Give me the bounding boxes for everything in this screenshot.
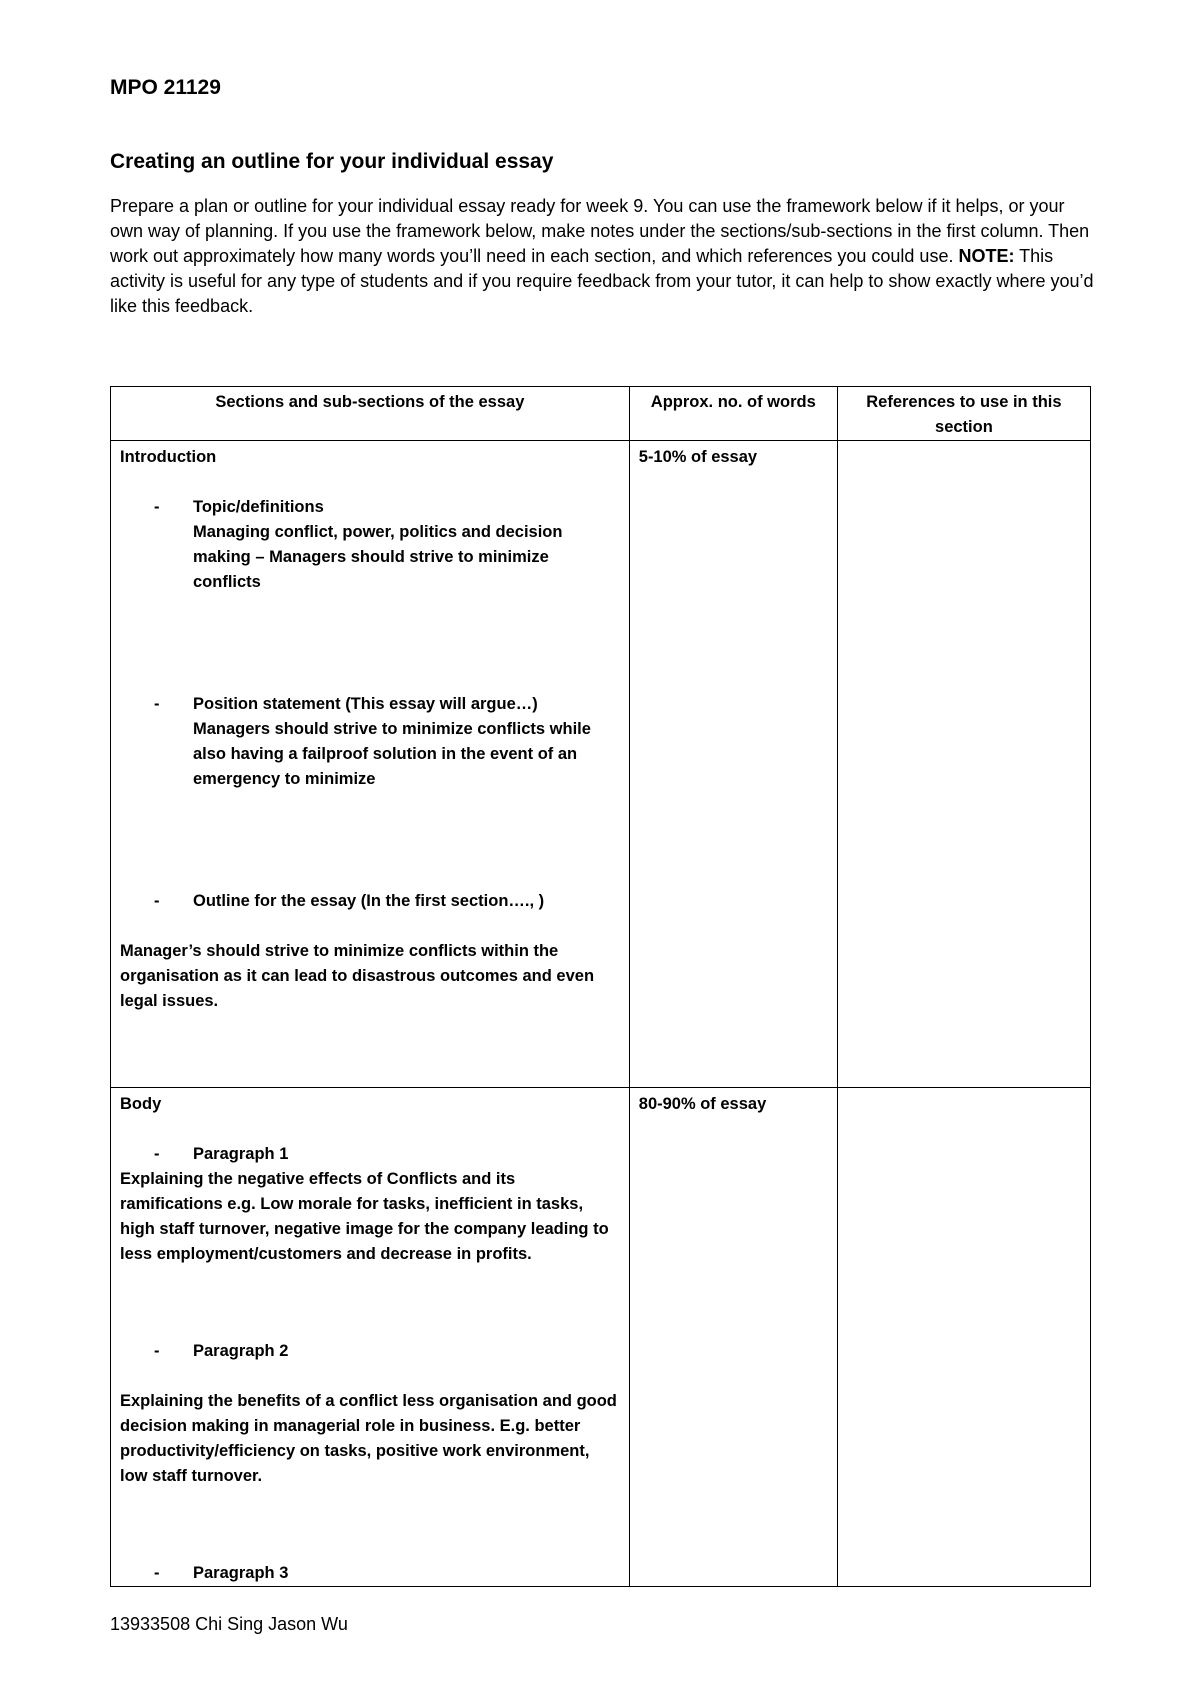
paragraph-2-label: Paragraph 2 (193, 1342, 289, 1360)
paragraph-2-item (120, 1339, 620, 1364)
dash-bullet: - (154, 892, 160, 910)
outline-label: Outline for the essay (In the first section…., ) (193, 892, 545, 910)
outline-item (120, 889, 620, 914)
dash-bullet: - (154, 695, 160, 713)
introduction-references (837, 441, 1090, 1088)
instructions-text: Prepare a plan or outline for your individual essay ready for week 9. You can use the framework below if it helps, or your own way of planning. If you use the framework below, make notes under the sections/sub-sections in the first column. Then work out approximately how many words you’ll need in each section, and which references you could use. (110, 196, 1090, 266)
position-label: Position statement (This essay will argue…) (193, 695, 538, 713)
essay-outline-table (110, 386, 1091, 1587)
paragraph-2-text: Explaining the benefits of a conflict less organisation and good decision making in managerial role in business. E.g. better productivity/efficiency on tasks, positive work environment, low staff turnover. (120, 1392, 617, 1485)
dash-bullet: - (154, 1342, 160, 1360)
table-header-row (111, 387, 1091, 441)
header-words: Approx. no. of words (629, 387, 837, 441)
position-text: Managers should strive to minimize conflicts while also having a failproof solution in the event of an emergency to minimize (193, 720, 591, 788)
dash-bullet: - (154, 1564, 160, 1582)
table-row-body (111, 1088, 1091, 1587)
instructions-text-after-note: This activity is useful for any type of students and if you require feedback from your tutor, it can help to show exactly where you’d like this feedback. (110, 246, 1094, 316)
note-label: NOTE: (958, 246, 1015, 266)
header-sections: Sections and sub-sections of the essay (111, 387, 630, 441)
outline-text: Manager’s should strive to minimize conflicts within the organisation as it can lead to disastrous outcomes and even legal issues. (120, 942, 595, 1010)
paragraph-1-label: Paragraph 1 (193, 1145, 289, 1163)
instructions-paragraph (110, 194, 1100, 319)
paragraph-3-label: Paragraph 3 (193, 1564, 289, 1582)
topic-item (120, 495, 620, 595)
body-references (837, 1088, 1090, 1587)
body-words: 80-90% of essay (629, 1088, 837, 1587)
paragraph-1-item (120, 1142, 620, 1167)
student-footer: 13933508 Chi Sing Jason Wu (110, 1614, 348, 1634)
introduction-cell (111, 441, 630, 1088)
table-row-introduction (111, 441, 1091, 1088)
dash-bullet: - (154, 498, 160, 516)
paragraph-1-text: Explaining the negative effects of Conflicts and its ramifications e.g. Low morale for tasks, inefficient in tasks, high staff turnover, negative image for the company leading to less employment/customers and decrease in profits. (120, 1170, 609, 1263)
body-heading: Body (120, 1095, 162, 1113)
topic-label: Topic/definitions (193, 498, 324, 516)
position-item (120, 692, 620, 792)
introduction-words: 5-10% of essay (629, 441, 837, 1088)
course-code: MPO 21129 (110, 76, 221, 99)
page-title: Creating an outline for your individual essay (110, 150, 554, 173)
body-cell (111, 1088, 630, 1587)
header-references: References to use in this section (837, 387, 1090, 441)
dash-bullet: - (154, 1145, 160, 1163)
introduction-heading: Introduction (120, 448, 217, 466)
topic-text: Managing conflict, power, politics and decision making – Managers should strive to minimize conflicts (193, 523, 563, 591)
paragraph-3-item (120, 1561, 620, 1586)
